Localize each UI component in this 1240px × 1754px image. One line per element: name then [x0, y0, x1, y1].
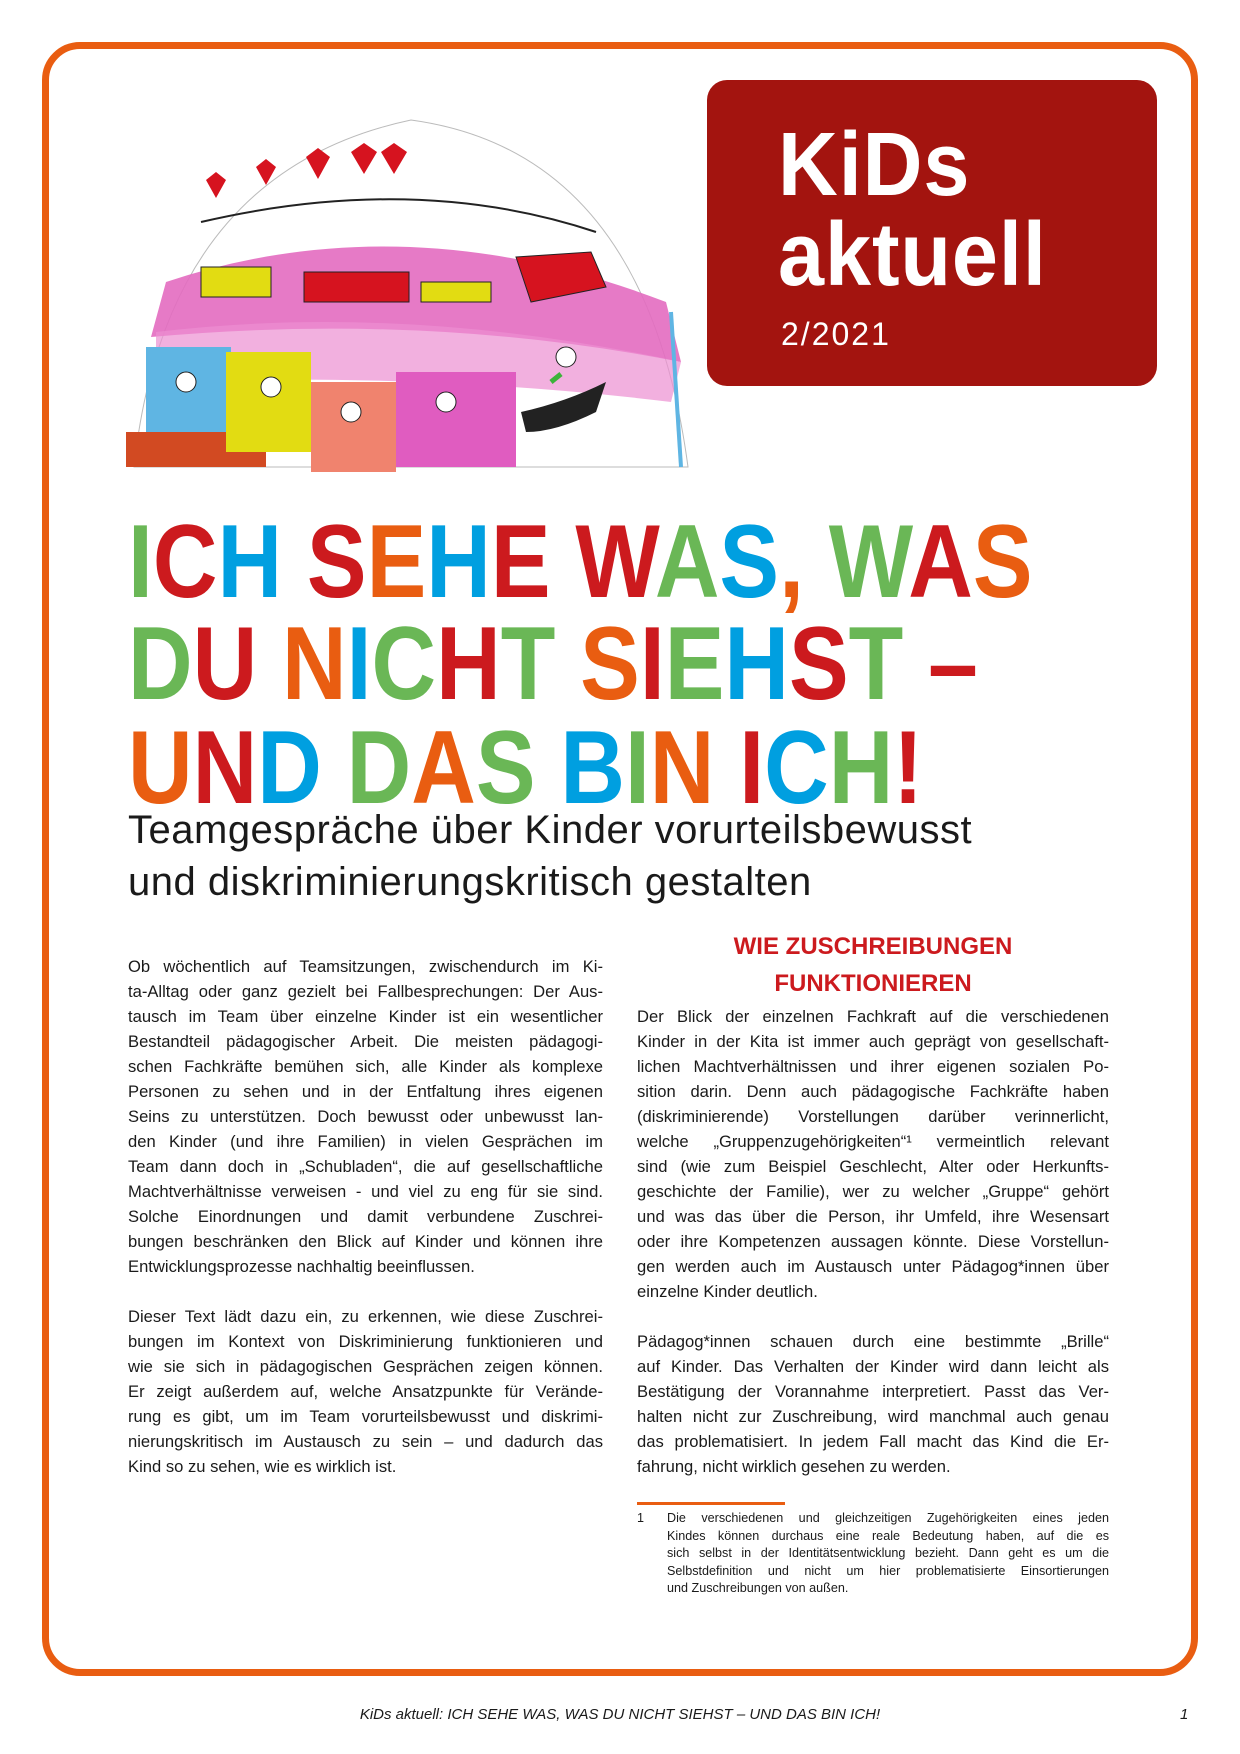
- footnote-line: und Zuschreibungen von außen.: [667, 1581, 849, 1595]
- headline-letter: ,: [779, 504, 804, 620]
- headline-letter: H: [828, 710, 894, 826]
- headline-letter: D: [128, 606, 193, 722]
- headline-letter: A: [654, 504, 720, 620]
- headline-letter: T: [500, 606, 556, 722]
- headline-letter: N: [192, 710, 258, 826]
- text-line: Kind so zu sehen, wie es wirklich ist.: [128, 1457, 397, 1476]
- headline-letter: H: [436, 606, 501, 722]
- text-line: Der Blick der einzelnen Fachkraft auf die verschiedenen: [637, 1007, 1109, 1026]
- headline-letter: E: [490, 504, 551, 620]
- running-footer: KiDs aktuell: ICH SEHE WAS, WAS DU NICHT SIEHST – UND DAS BIN ICH!: [359, 1706, 881, 1723]
- text-line: halten nicht zur Zuschreibung, wird manchmal auch genau: [637, 1407, 1109, 1426]
- text-line: (diskriminierende) Vorstellungen darüber verinnerlicht,: [637, 1107, 1109, 1126]
- text-line: Machtverhältnisse verweisen - und viel zu eng für sie sind.: [128, 1182, 603, 1201]
- headline-letter: !: [893, 710, 924, 826]
- text-line: ta-Alltag oder ganz gezielt bei Fallbesprechungen: Der Aus-: [128, 982, 603, 1001]
- page-number: 1: [1180, 1706, 1189, 1723]
- child-drawing-illustration: [126, 112, 696, 472]
- section-heading-line-1: WIE ZUSCHREIBUNGEN: [733, 933, 1013, 960]
- issue-number: 2/2021: [781, 316, 891, 352]
- footnote-line: sich selbst in der Identitätsentwicklung bezieht. Dann geht es um die: [667, 1546, 1109, 1560]
- headline-letter: I: [346, 606, 372, 722]
- masthead-title-line1: KiDs: [778, 115, 971, 215]
- text-line: nierungskritisch im Austausch zu sein – und dadurch das: [128, 1432, 603, 1451]
- subtitle-line-2: und diskriminierungskritisch gestalten: [128, 860, 812, 904]
- headline-letter: A: [908, 504, 973, 620]
- headline-line-2: [128, 606, 978, 722]
- headline-letter: [550, 504, 575, 620]
- headline-letter: D: [257, 710, 322, 826]
- headline-letter: [282, 504, 307, 620]
- headline-letter: I: [624, 710, 650, 826]
- headline-letter: N: [282, 606, 347, 722]
- headline-letter: S: [306, 504, 367, 620]
- headline-letter: S: [788, 606, 849, 722]
- headline-letter: B: [560, 710, 625, 826]
- headline-letter: W: [828, 504, 909, 620]
- text-line: Team dann doch in „Schubladen“, die auf gesellschaftliche: [128, 1157, 603, 1176]
- text-line: das problematisiert. In jedem Fall macht das Kind die Er-: [637, 1432, 1109, 1451]
- masthead-title-line2: aktuell: [778, 205, 1047, 305]
- headline-letter: C: [371, 606, 437, 722]
- headline-letter: I: [128, 504, 153, 620]
- text-line: Dieser Text lädt dazu ein, zu erkennen, wie diese Zuschrei-: [128, 1307, 603, 1326]
- headline-letter: C: [152, 504, 218, 620]
- masthead-box: [707, 80, 1157, 386]
- headline-letter: H: [426, 504, 491, 620]
- text-line: Solche Einordnungen und damit verbundene Zuschrei-: [128, 1207, 603, 1226]
- paragraph: [128, 1304, 603, 1479]
- left-column: [128, 954, 603, 1504]
- text-line: geschichte der Familie), wer zu welcher „Gruppe“ gehört: [637, 1182, 1109, 1201]
- headline-letter: S: [719, 504, 780, 620]
- headline-letter: S: [972, 504, 1033, 620]
- headline-letter: E: [366, 504, 427, 620]
- text-line: Er zeigt außerdem auf, welche Ansatzpunkte für Verände-: [128, 1382, 603, 1401]
- text-line: gen werden auch im Austausch unter Pädagog*innen über: [637, 1257, 1109, 1276]
- headline-letter: N: [649, 710, 715, 826]
- right-column: [637, 1004, 1109, 1504]
- footnote: [637, 1510, 1109, 1598]
- paragraph: [637, 1004, 1109, 1304]
- text-line: Ob wöchentlich auf Teamsitzungen, zwischendurch im Ki-: [128, 957, 603, 976]
- headline-letter: S: [475, 710, 536, 826]
- headline-letter: U: [192, 606, 258, 722]
- headline-letter: S: [580, 606, 640, 722]
- text-line: Entwicklungsprozesse nachhaltig beeinflussen.: [128, 1257, 475, 1276]
- headline-letter: D: [346, 710, 412, 826]
- headline-letter: U: [128, 710, 193, 826]
- headline-letter: H: [217, 504, 283, 620]
- text-line: bungen im Kontext von Diskriminierung funktionieren und: [128, 1332, 603, 1351]
- text-line: bungen beschränken den Blick auf Kinder und können ihre: [128, 1232, 603, 1251]
- text-line: den Kinder (und ihre Familien) in vielen Gesprächen im: [128, 1132, 603, 1151]
- text-line: sition darin. Denn auch pädagogische Fachkräfte haben: [637, 1082, 1109, 1101]
- headline-letter: I: [639, 606, 665, 722]
- text-line: Bestandteil pädagogischer Arbeit. Die meisten pädagogi-: [128, 1032, 603, 1051]
- headline-letter: [257, 606, 282, 722]
- text-line: einzelne Kinder deutlich.: [637, 1282, 818, 1301]
- headline-letter: [804, 504, 829, 620]
- text-line: schen Fachkräfte bemühen sich, alle Kinder als komplexe: [128, 1057, 603, 1076]
- headline-letter: W: [575, 504, 655, 620]
- footnote-line: Selbstdefinition und nicht um hier problematisierte Einsortierungen: [667, 1563, 1109, 1578]
- text-line: tausch im Team über einzelne Kinder ist ein wesentlicher: [128, 1007, 603, 1026]
- headline-letter: [555, 606, 580, 722]
- footnote-rule: [637, 1502, 785, 1505]
- footnote-number: 1: [637, 1511, 645, 1525]
- text-line: rung es gibt, um im Team vorurteilsbewusst und diskrimi-: [128, 1407, 603, 1426]
- paragraph: [128, 954, 603, 1279]
- section-heading-line-2: FUNKTIONIEREN: [774, 970, 972, 997]
- headline-letter: C: [764, 710, 829, 826]
- text-line: wie sie sich in pädagogischen Gesprächen zeigen können.: [128, 1357, 603, 1376]
- text-line: und was das über die Person, ihr Umfeld, ihre Wesensart: [637, 1207, 1109, 1226]
- headline-letter: H: [724, 606, 789, 722]
- text-line: Bestätigung der Vorannahme interpretiert. Passt das Ver-: [637, 1382, 1109, 1401]
- text-line: fahrung, nicht wirklich gesehen zu werden.: [637, 1457, 951, 1476]
- text-line: auf Kinder. Das Verhalten der Kinder wird dann leicht als: [637, 1357, 1109, 1376]
- text-line: Seins zu unterstützen. Doch bewusst oder unbewusst lan-: [128, 1107, 603, 1126]
- headline-letter: E: [664, 606, 725, 722]
- headline-line-1: [128, 504, 1033, 620]
- footnote-line: Die verschiedenen und gleichzeitigen Zugehörigkeiten eines jeden: [667, 1511, 1109, 1525]
- paragraph: [637, 1329, 1109, 1479]
- subtitle-line-1: Teamgespräche über Kinder vorurteilsbewusst: [128, 808, 973, 852]
- headline-letter: I: [739, 710, 765, 826]
- text-line: Kinder in der Kita ist immer auch geprägt von gesellschaft-: [637, 1032, 1109, 1051]
- headline-letter: T: [848, 606, 904, 722]
- headline-letter: A: [411, 710, 476, 826]
- text-line: welche „Gruppenzugehörigkeiten“¹ vermeintlich relevant: [637, 1132, 1109, 1151]
- text-line: Pädagog*innen schauen durch eine bestimmte „Brille“: [637, 1332, 1109, 1351]
- text-line: lichen Machtverhältnissen und ihrer eigenen sozialen Po-: [637, 1057, 1109, 1076]
- headline-letter: –: [903, 606, 978, 722]
- text-line: sind (wie zum Beispiel Geschlecht, Alter oder Herkunfts-: [637, 1157, 1109, 1176]
- text-line: Personen zu sehen und in der Entfaltung ihres eigenen: [128, 1082, 603, 1101]
- text-line: oder ihre Kompetenzen aussagen könnte. Diese Vorstellun-: [637, 1232, 1109, 1251]
- footnote-line: Kindes können durchaus eine reale Bedeutung haben, auf die es: [667, 1528, 1109, 1543]
